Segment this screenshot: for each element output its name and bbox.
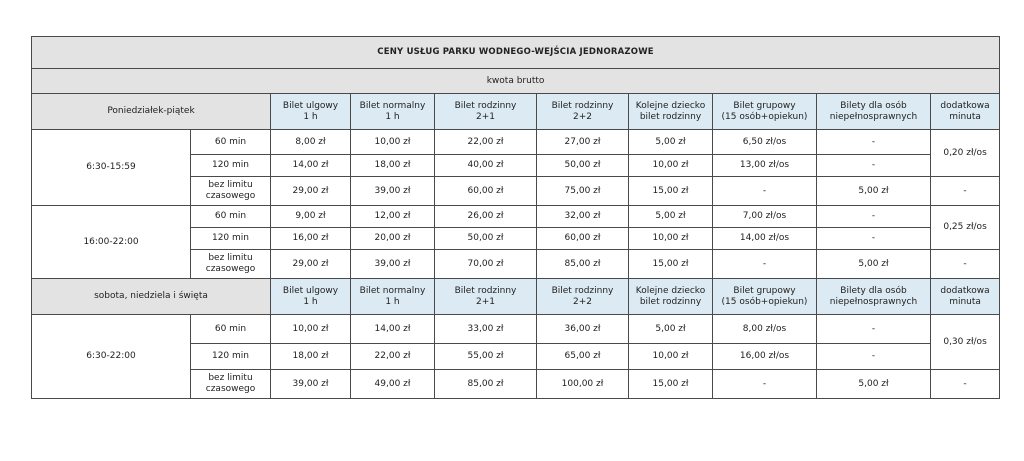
price-cell: 10,00 zł	[629, 155, 713, 177]
price-cell: 40,00 zł	[435, 155, 537, 177]
extra-minute-price: -	[931, 177, 1000, 206]
price-cell: 22,00 zł	[435, 130, 537, 155]
price-cell: 10,00 zł	[629, 228, 713, 250]
price-cell: 15,00 zł	[629, 177, 713, 206]
price-cell: 39,00 zł	[271, 370, 351, 399]
extra-minute-price: 0,20 zł/os	[931, 130, 1000, 177]
price-cell: -	[713, 177, 817, 206]
extra-minute-price: 0,30 zł/os	[931, 315, 1000, 370]
price-cell: 60,00 zł	[435, 177, 537, 206]
price-cell: 36,00 zł	[537, 315, 629, 344]
price-cell: 18,00 zł	[351, 155, 435, 177]
price-cell: 100,00 zł	[537, 370, 629, 399]
price-cell: 14,00 zł	[271, 155, 351, 177]
price-cell: 27,00 zł	[537, 130, 629, 155]
column-header: Bilet ulgowy 1 h	[271, 279, 351, 315]
price-cell: 7,00 zł/os	[713, 206, 817, 228]
price-cell: 10,00 zł	[629, 344, 713, 370]
price-cell: 8,00 zł/os	[713, 315, 817, 344]
column-header: Bilet grupowy (15 osób+opiekun)	[713, 94, 817, 130]
price-cell: 5,00 zł	[629, 206, 713, 228]
header-row	[32, 94, 1000, 130]
price-cell: 49,00 zł	[351, 370, 435, 399]
price-cell: 5,00 zł	[629, 315, 713, 344]
table-row	[32, 206, 1000, 228]
price-cell: 18,00 zł	[271, 344, 351, 370]
duration: 60 min	[191, 315, 271, 344]
extra-minute-price: -	[931, 250, 1000, 279]
column-header: Bilet rodzinny 2+2	[537, 279, 629, 315]
price-cell: 13,00 zł/os	[713, 155, 817, 177]
price-cell: 15,00 zł	[629, 250, 713, 279]
price-cell: 39,00 zł	[351, 250, 435, 279]
price-cell: -	[817, 155, 931, 177]
price-cell: 29,00 zł	[271, 250, 351, 279]
group-label: Poniedziałek-piątek	[32, 94, 271, 130]
duration: bez limitu czasowego	[191, 250, 271, 279]
price-cell: -	[817, 228, 931, 250]
column-header: Bilet rodzinny 2+1	[435, 279, 537, 315]
price-cell: 70,00 zł	[435, 250, 537, 279]
column-header: dodatkowa minuta	[931, 94, 1000, 130]
price-cell: 5,00 zł	[817, 370, 931, 399]
price-cell: -	[817, 130, 931, 155]
duration: 60 min	[191, 130, 271, 155]
price-cell: 5,00 zł	[817, 250, 931, 279]
duration: 120 min	[191, 228, 271, 250]
price-cell: 55,00 zł	[435, 344, 537, 370]
price-cell: 15,00 zł	[629, 370, 713, 399]
time-range: 16:00-22:00	[32, 206, 191, 279]
price-cell: 14,00 zł/os	[713, 228, 817, 250]
price-cell: 16,00 zł/os	[713, 344, 817, 370]
duration: 60 min	[191, 206, 271, 228]
extra-minute-price: 0,25 zł/os	[931, 206, 1000, 250]
price-cell: 65,00 zł	[537, 344, 629, 370]
column-header: Bilet rodzinny 2+2	[537, 94, 629, 130]
price-cell: 50,00 zł	[435, 228, 537, 250]
price-cell: 10,00 zł	[351, 130, 435, 155]
price-cell: 8,00 zł	[271, 130, 351, 155]
column-header: Bilet rodzinny 2+1	[435, 94, 537, 130]
price-cell: -	[713, 250, 817, 279]
price-cell: 50,00 zł	[537, 155, 629, 177]
column-header: dodatkowa minuta	[931, 279, 1000, 315]
duration: 120 min	[191, 155, 271, 177]
price-cell: -	[817, 344, 931, 370]
price-cell: 29,00 zł	[271, 177, 351, 206]
table-row	[32, 130, 1000, 155]
price-cell: 20,00 zł	[351, 228, 435, 250]
column-header: Kolejne dziecko bilet rodzinny	[629, 94, 713, 130]
extra-minute-price: -	[931, 370, 1000, 399]
price-cell: 16,00 zł	[271, 228, 351, 250]
column-header: Bilety dla osób niepełnosprawnych	[817, 279, 931, 315]
table-row	[32, 315, 1000, 344]
price-cell: -	[713, 370, 817, 399]
duration: 120 min	[191, 344, 271, 370]
column-header: Bilet ulgowy 1 h	[271, 94, 351, 130]
price-cell: -	[817, 206, 931, 228]
price-cell: 75,00 zł	[537, 177, 629, 206]
time-range: 6:30-15:59	[32, 130, 191, 206]
column-header: Bilet normalny 1 h	[351, 94, 435, 130]
table-subtitle: kwota brutto	[32, 69, 1000, 94]
header-row	[32, 279, 1000, 315]
price-cell: 9,00 zł	[271, 206, 351, 228]
column-header: Bilety dla osób niepełnosprawnych	[817, 94, 931, 130]
column-header: Bilet normalny 1 h	[351, 279, 435, 315]
column-header: Kolejne dziecko bilet rodzinny	[629, 279, 713, 315]
column-header: Bilet grupowy (15 osób+opiekun)	[713, 279, 817, 315]
price-cell: 10,00 zł	[271, 315, 351, 344]
price-table	[31, 36, 1000, 399]
price-cell: 12,00 zł	[351, 206, 435, 228]
price-cell: 26,00 zł	[435, 206, 537, 228]
price-cell: 14,00 zł	[351, 315, 435, 344]
price-cell: 85,00 zł	[537, 250, 629, 279]
duration: bez limitu czasowego	[191, 177, 271, 206]
price-cell: 5,00 zł	[817, 177, 931, 206]
price-cell: 22,00 zł	[351, 344, 435, 370]
price-cell: -	[817, 315, 931, 344]
price-cell: 6,50 zł/os	[713, 130, 817, 155]
price-cell: 60,00 zł	[537, 228, 629, 250]
price-cell: 5,00 zł	[629, 130, 713, 155]
price-cell: 33,00 zł	[435, 315, 537, 344]
price-cell: 39,00 zł	[351, 177, 435, 206]
price-cell: 32,00 zł	[537, 206, 629, 228]
group-label: sobota, niedziela i święta	[32, 279, 271, 315]
price-cell: 85,00 zł	[435, 370, 537, 399]
time-range: 6:30-22:00	[32, 315, 191, 399]
table-title: CENY USŁUG PARKU WODNEGO-WEJŚCIA JEDNORAZOWE	[32, 37, 1000, 69]
duration: bez limitu czasowego	[191, 370, 271, 399]
